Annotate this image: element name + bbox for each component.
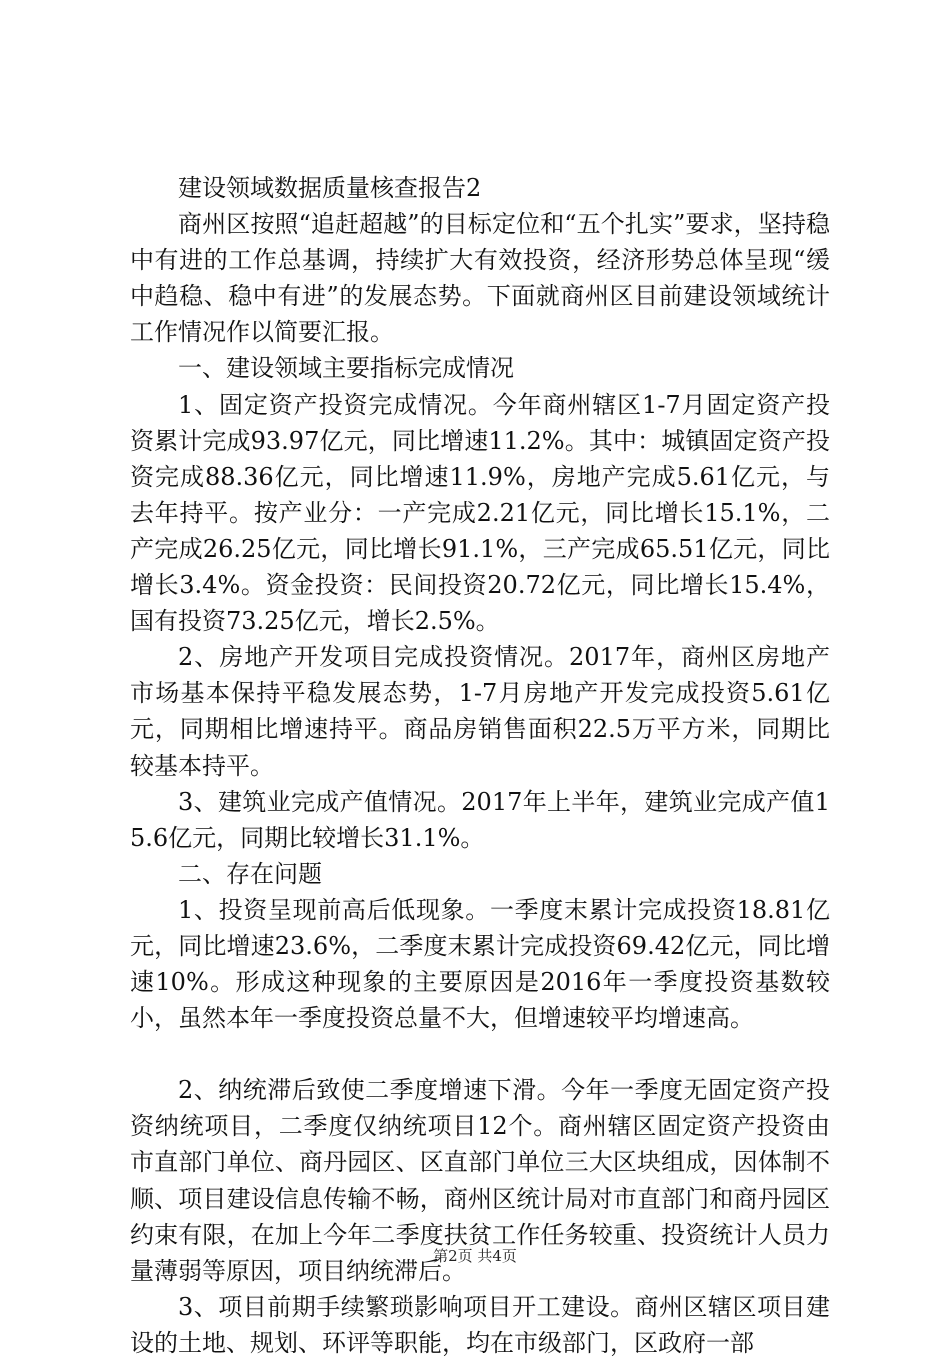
paragraph-problem-1: 1、投资呈现前高后低现象。一季度末累计完成投资18.81亿元，同比增速23.6%，二季度末累计完成投资69.42亿元，同比增速10%。形成这种现象的主要原因是2016年一季度投资基数较小，虽然本年一季度投资总量不大，但增速较平均增速高。 [130,895,830,1033]
section-heading-indicators: 一、建设领域主要指标完成情况 [178,354,514,383]
section-heading-problems: 二、存在问题 [178,859,322,888]
paragraph-problem-2: 2、纳统滞后致使二季度增速下滑。今年一季度无固定资产投资纳统项目，二季度仅纳统项目12个。商州辖区固定资产投资由市直部门单位、商丹园区、区直部门单位三大区块组成，因体制不顺、项目建设信息传输不畅，商州区统计局对市直部门和商丹园区约束有限，在加上今年二季度扶贫工作任务较重、投资统计人员力量薄弱等原因，项目纳统滞后。 [130,1076,830,1285]
paragraph-construction-output: 3、建筑业完成产值情况。2017年上半年，建筑业完成产值15.6亿元，同期比较增长31.1%。 [130,787,830,852]
paragraph-problem-3: 3、项目前期手续繁琐影响项目开工建设。商州区辖区项目建设的土地、规划、环评等职能，均在市级部门，区政府一部 [130,1292,830,1357]
paragraph-gap [130,1036,830,1072]
page-number-footer: 第2页 共4页 [433,1247,517,1265]
paragraph-intro: 商州区按照“追赶超越”的目标定位和“五个扎实”要求，坚持稳中有进的工作总基调，持续扩大有效投资，经济形势总体呈现“缓中趋稳、稳中有进”的发展态势。下面就商州区目前建设领域统计工作情况作以简要汇报。 [130,210,830,347]
paragraph-real-estate: 2、房地产开发项目完成投资情况。2017年，商州区房地产市场基本保持平稳发展态势，1-7月房地产开发完成投资5.61亿元，同期相比增速持平。商品房销售面积22.5万平方米，同期比较基本持平。 [130,643,830,780]
paragraph-fixed-asset-investment: 1、固定资产投资完成情况。今年商州辖区1-7月固定资产投资累计完成93.97亿元，同比增速11.2%。其中：城镇固定资产投资完成88.36亿元，同比增速11.9%，房地产完成5.61亿元，与去年持平。按产业分：一产完成2.21亿元，同比增长15.1%，二产完成26.25亿元，同比增长91.1%，三产完成65.51亿元，同比增长3.4%。资金投资：民间投资20.72亿元，同比增长15.4%，国有投资73.25亿元，增长2.5%。 [130,390,830,636]
document-body [130,170,830,1361]
document-title: 建设领域数据质量核查报告2 [178,174,482,202]
